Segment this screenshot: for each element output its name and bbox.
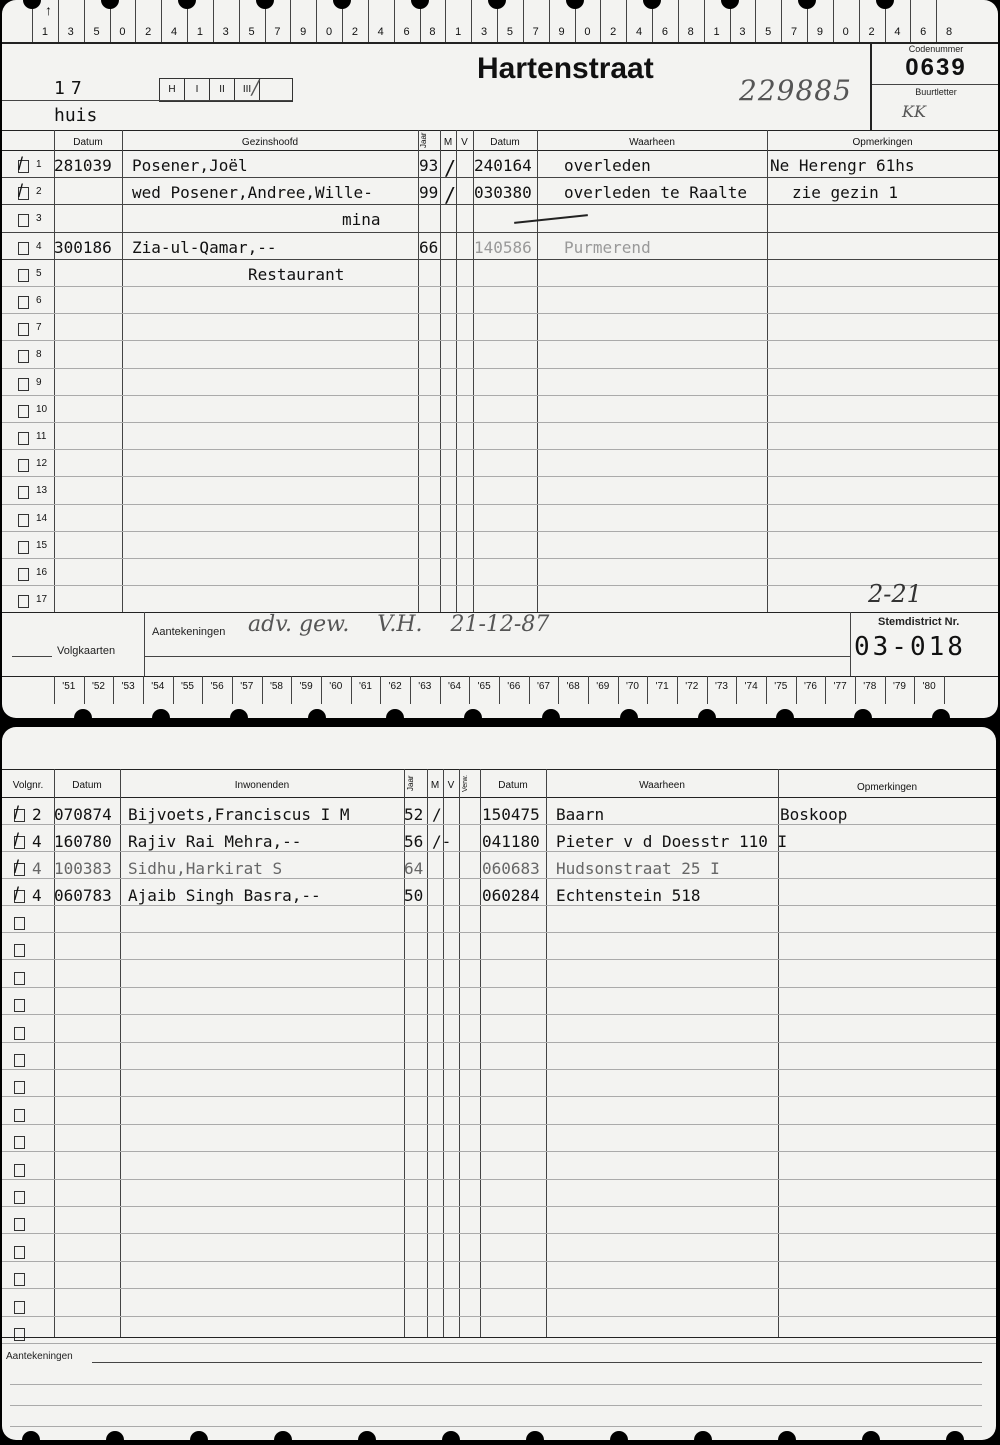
cell-datum: 060783	[54, 886, 112, 905]
row-check-mark: /	[14, 857, 20, 877]
ruler-digit: 4	[894, 26, 901, 38]
year-label: '58	[269, 681, 283, 692]
ruler-digit: 6	[661, 26, 668, 38]
cell-mv: /	[432, 805, 442, 824]
cell-datum: 281039	[54, 156, 112, 175]
row-number: 10	[36, 403, 48, 415]
col-datum: Datum	[73, 137, 103, 148]
year-label: '75	[774, 681, 788, 692]
col-gezinshoofd: Gezinshoofd	[241, 137, 299, 148]
year-label: '64	[447, 681, 461, 692]
row-check-mark: /	[14, 884, 20, 904]
ruler-digit: 4	[636, 26, 643, 38]
cell-jaar: 99	[419, 183, 439, 203]
col-datum: Datum	[72, 780, 102, 791]
row-check-mark: /	[14, 830, 20, 850]
ruler-digit: 0	[119, 26, 126, 38]
ruler-digit: 7	[274, 26, 281, 38]
year-label: '71	[655, 681, 669, 692]
inwonenden-card	[2, 727, 996, 1440]
cell-name: Zia-ul-Qamar,--	[132, 237, 277, 257]
cell-jaar: 56	[404, 832, 424, 851]
row-checkbox[interactable]	[14, 1164, 25, 1177]
row-checkbox[interactable]	[18, 269, 29, 282]
row-checkbox[interactable]	[18, 323, 29, 336]
cell-datum2: 041180	[482, 832, 540, 851]
col-waarheen: Waarheen	[629, 137, 675, 148]
cell-opmerkingen: Ne Herengr 61hs	[770, 156, 915, 175]
cell-datum2: 150475	[482, 805, 540, 824]
ruler-digit: 1	[41, 26, 48, 38]
ruler-digit: 8	[687, 26, 694, 38]
row-checkbox[interactable]	[18, 214, 29, 227]
cell-name: mina	[342, 210, 381, 230]
year-label: '74	[744, 681, 758, 692]
ruler-digit: 2	[351, 26, 358, 38]
row-checkbox[interactable]	[14, 972, 25, 985]
ruler-digit: 3	[67, 26, 74, 38]
cell-name: Bijvoets,Franciscus I M	[128, 805, 350, 824]
ruler-digit: 7	[791, 26, 798, 38]
year-label: '60	[329, 681, 343, 692]
row-checkbox[interactable]	[14, 1027, 25, 1040]
floor-box-ii: II	[210, 79, 235, 101]
volgkaarten-label: Volgkaarten	[57, 645, 116, 657]
row-number: 5	[36, 267, 42, 279]
ruler-digit: 5	[765, 26, 772, 38]
year-label: '52	[91, 681, 105, 692]
col-verw: Verw.	[462, 774, 469, 792]
cell-jaar: 66	[419, 237, 439, 257]
year-label: '69	[596, 681, 610, 692]
cell-datum: 300186	[54, 237, 112, 257]
cell-name: Restaurant	[248, 264, 345, 284]
row-checkbox[interactable]	[14, 1328, 25, 1341]
row-number: 13	[36, 485, 48, 497]
row-checkbox[interactable]	[14, 1081, 25, 1094]
handwritten-number: 229885	[739, 74, 852, 107]
house-number: 17	[54, 78, 88, 99]
row-number: 7	[36, 322, 42, 334]
cell-waarheen: Echtenstein 518	[556, 886, 701, 905]
row-checkbox[interactable]	[14, 1191, 25, 1204]
col-v: V	[447, 780, 455, 791]
year-label: '57	[240, 681, 254, 692]
aantekeningen-label: Aantekeningen	[152, 626, 226, 638]
row-checkbox[interactable]	[18, 514, 29, 527]
row-number: 11	[36, 431, 47, 442]
year-label: '67	[536, 681, 550, 692]
cell-jaar: 52	[404, 805, 424, 824]
row-number: 4	[36, 240, 42, 252]
row-checkbox[interactable]	[18, 296, 29, 309]
ruler-digit: 1	[196, 26, 203, 38]
stemdistrict-value: 03-018	[854, 632, 966, 662]
ruler-digit: 5	[93, 26, 100, 38]
col-m: M	[430, 780, 440, 791]
ruler-digit: 4	[171, 26, 178, 38]
ruler-digit: 5	[506, 26, 513, 38]
ruler-digit: 3	[739, 26, 746, 38]
cell-volgnr: 4	[32, 832, 42, 851]
aantekeningen-label: Aantekeningen	[6, 1351, 73, 1362]
ruler-digit: 2	[868, 26, 875, 38]
cell-waarheen: Baarn	[556, 805, 605, 824]
year-label: '63	[418, 681, 432, 692]
cell-waarheen: Purmerend	[564, 237, 651, 257]
row-checkbox[interactable]	[18, 405, 29, 418]
strike-mark	[514, 214, 588, 224]
gezinskaart-card	[2, 0, 998, 718]
row-check-mark: /	[18, 181, 24, 202]
cell-datum2: 030380	[474, 183, 532, 203]
corner-note: 2-21	[868, 580, 922, 608]
row-number: 9	[36, 376, 42, 388]
row-number: 16	[36, 567, 48, 578]
cell-datum2: 240164	[474, 156, 532, 175]
floor-box-i: I	[185, 79, 210, 101]
row-checkbox[interactable]	[18, 459, 29, 472]
ruler-digit: 9	[300, 26, 307, 38]
col-jaar: Jaar	[419, 132, 428, 148]
row-checkbox[interactable]	[14, 1109, 25, 1122]
row-checkbox[interactable]	[18, 595, 29, 608]
year-label: '70	[625, 681, 639, 692]
year-label: '62	[388, 681, 402, 692]
col-volgnr: Volgnr.	[12, 780, 44, 791]
row-number: 1	[36, 159, 42, 170]
cell-mv: /	[444, 156, 457, 180]
row-checkbox[interactable]	[18, 541, 29, 554]
ruler-digit: 9	[816, 26, 823, 38]
cell-jaar: 64	[404, 859, 424, 878]
col-v: V	[461, 137, 468, 148]
ruler-digit: 6	[920, 26, 927, 38]
cell-name: Posener,Joël	[132, 156, 248, 175]
year-label: '61	[358, 681, 372, 692]
ruler-digit: 1	[455, 26, 462, 38]
floor-mark: /	[252, 75, 259, 99]
floor-box-iii: III	[235, 79, 260, 101]
cell-waarheen: Pieter v d Doesstr 110 I	[556, 832, 788, 851]
ruler-digit: 0	[842, 26, 849, 38]
cell-opmerkingen: Boskoop	[780, 805, 848, 824]
row-check-mark: /	[14, 803, 20, 823]
codenummer-box	[870, 42, 998, 130]
year-label: '76	[803, 681, 817, 692]
buurtletter-value: KK	[902, 102, 926, 121]
year-label: '68	[566, 681, 580, 692]
house-label: huis	[54, 105, 98, 126]
ruler-digit: 1	[713, 26, 720, 38]
street-name: Hartenstraat	[477, 52, 654, 85]
floor-box-h: H	[160, 79, 185, 101]
row-checkbox[interactable]	[18, 378, 29, 391]
ruler-digit: 3	[481, 26, 488, 38]
ruler-digit: 7	[532, 26, 539, 38]
ruler-digit: 3	[222, 26, 229, 38]
year-label: '54	[151, 681, 165, 692]
cell-volgnr: 4	[32, 886, 42, 905]
cell-jaar: 50	[404, 886, 424, 905]
year-label: '73	[714, 681, 728, 692]
year-label: '79	[892, 681, 906, 692]
cell-jaar: 93	[419, 156, 439, 175]
row-number: 8	[36, 349, 42, 361]
col-datum2: Datum	[490, 137, 520, 148]
col-waarheen: Waarheen	[639, 780, 685, 791]
row-checkbox[interactable]	[18, 350, 29, 363]
row-number: 14	[36, 512, 48, 524]
buurtletter-label: Buurtletter	[915, 87, 957, 97]
ruler-digit: 8	[429, 26, 436, 38]
ruler-digit: 0	[584, 26, 591, 38]
cell-volgnr: 2	[32, 805, 42, 824]
col-inwonenden: Inwonenden	[234, 780, 290, 791]
cell-waarheen: overleden te Raalte	[564, 183, 748, 203]
year-label: '55	[180, 681, 194, 692]
year-label: '53	[121, 681, 135, 692]
row-checkbox[interactable]	[18, 242, 29, 255]
code-ruler	[32, 0, 962, 42]
row-checkbox[interactable]	[14, 1273, 25, 1286]
row-checkbox[interactable]	[14, 1218, 25, 1231]
ruler-digit: 2	[145, 26, 152, 38]
row-number: 6	[36, 295, 42, 306]
year-label: '77	[833, 681, 847, 692]
row-checkbox[interactable]	[14, 1246, 25, 1259]
ruler-digit: 4	[377, 26, 384, 38]
codenummer-value: 0639	[905, 54, 967, 81]
ruler-digit: 5	[248, 26, 255, 38]
cell-datum2: 140586	[474, 237, 532, 257]
ruler-digit: 6	[403, 26, 410, 38]
codenummer-label: Codenummer	[908, 44, 964, 54]
row-checkbox[interactable]	[14, 917, 25, 930]
ruler-arrow: ↑	[45, 2, 52, 18]
row-checkbox[interactable]	[18, 486, 29, 499]
year-strip	[54, 676, 944, 718]
col-jaar: Jaar	[406, 775, 415, 791]
cell-mv: /-	[432, 832, 452, 851]
row-checkbox[interactable]	[18, 432, 29, 445]
ruler-digit: 2	[610, 26, 617, 38]
cell-datum2: 060683	[482, 859, 540, 878]
floor-boxes	[159, 75, 293, 102]
year-label: '59	[299, 681, 313, 692]
cell-datum: 100383	[54, 859, 112, 878]
ruler-digit: 8	[946, 26, 953, 38]
cell-mv: /	[444, 183, 457, 208]
cell-datum2: 060284	[482, 886, 540, 905]
row-checkbox[interactable]	[14, 1054, 25, 1067]
cell-waarheen: Hudsonstraat 25 I	[556, 859, 720, 878]
cell-name: Sidhu,Harkirat S	[128, 859, 283, 878]
year-label: '66	[507, 681, 521, 692]
col-opmerkingen: Opmerkingen	[852, 137, 913, 148]
col-m: M	[443, 137, 453, 148]
cell-waarheen: overleden	[564, 156, 651, 175]
aantekeningen-text: adv. gew. V.H. 21-12-87	[248, 612, 550, 637]
row-checkbox[interactable]	[14, 944, 25, 957]
row-number: 12	[36, 458, 48, 470]
row-checkbox[interactable]	[18, 568, 29, 581]
row-checkbox[interactable]	[14, 1136, 25, 1149]
cell-name: Rajiv Rai Mehra,--	[128, 832, 302, 851]
cell-volgnr: 4	[32, 859, 42, 878]
row-number: 17	[36, 594, 48, 606]
row-number: 3	[36, 213, 42, 225]
cell-datum: 070874	[54, 805, 112, 824]
cell-datum: 160780	[54, 832, 112, 851]
row-number: 2	[36, 186, 42, 198]
cell-name: Ajaib Singh Basra,--	[128, 886, 321, 905]
year-label: '78	[863, 681, 877, 692]
row-number: 15	[36, 539, 48, 551]
stemdistrict-label: Stemdistrict Nr.	[878, 616, 960, 628]
year-label: '56	[210, 681, 224, 692]
col-opmerkingen: Opmerkingen	[856, 782, 918, 793]
row-checkbox[interactable]	[14, 999, 25, 1012]
cell-name: wed Posener,Andree,Wille-	[132, 183, 373, 203]
ruler-digit: 9	[558, 26, 565, 38]
year-label: '51	[62, 681, 76, 692]
year-label: '72	[685, 681, 699, 692]
row-check-mark: /	[18, 154, 24, 174]
year-label: '65	[477, 681, 491, 692]
ruler-digit: 0	[326, 26, 333, 38]
col-datum2: Datum	[498, 780, 528, 791]
row-checkbox[interactable]	[14, 1301, 25, 1314]
year-label: '80	[922, 681, 936, 692]
cell-opmerkingen: zie gezin 1	[792, 183, 898, 203]
